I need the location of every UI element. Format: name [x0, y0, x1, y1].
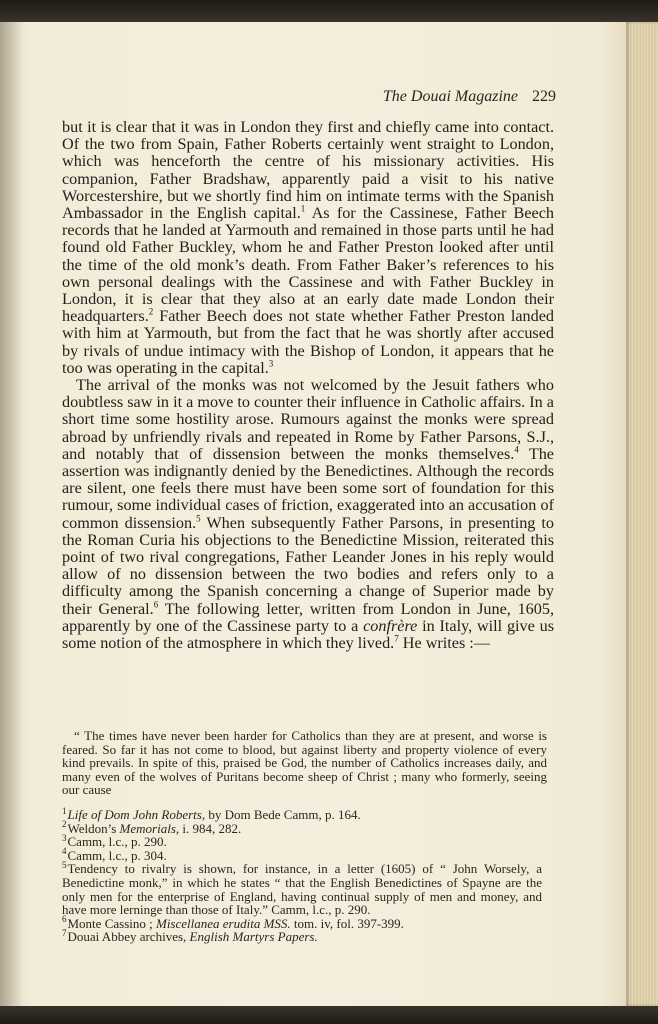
gutter-shadow [0, 22, 24, 1006]
book-page [0, 22, 626, 1006]
page-edges [626, 22, 658, 1006]
paragraph-1 [62, 119, 554, 377]
footnotes [62, 805, 542, 945]
footnote-6: $^6$Monte Cassino ; Miscellanea erudita MSS. tom. iv, fol. 397-399. [62, 914, 404, 931]
footnote-ref-2[interactable]: 2 [148, 306, 154, 317]
scan-background-top [0, 0, 658, 22]
text-run: He writes :— [398, 634, 490, 653]
text-run: The assertion was indignantly denied by the Benedictines. Although the records are silent, one feels there must have been some sort of foundation for this rumour, some individual cases of friction, exaggerated into an accusation of common dissension. [62, 444, 554, 532]
footnote-ref-3[interactable]: 3 [268, 358, 274, 369]
footnote-ref-4[interactable]: 4 [514, 444, 519, 455]
text-run: The arrival of the monks was not welcomed by the Jesuit fathers who doubtless saw in it a move to counter their influence in Catholic affairs. In a short time some hostility arose. Rumours against the monks were spread abroad by unfriendly rivals and repeated in Rome by Father Parsons, S.J., and notably that of dissension between the monks themselves. [62, 376, 554, 463]
footnote-4: $^4$Camm, l.c., p. 304. [62, 846, 167, 863]
magazine-title: The Douai Magazine [382, 88, 518, 105]
text-run: in Italy, will give us some notion of the atmosphere in which they lived. [62, 616, 554, 653]
footnote-ref-5[interactable]: 5 [196, 513, 201, 524]
block-quote [62, 729, 547, 797]
footnote-ref-1[interactable]: 1 [300, 203, 306, 214]
text-run: When subsequently Father Parsons, in presenting to the Roman Curia his objections to the Benedictine Mission, reiterated this point of two rival congregations, Father Leander Jones in his reply would allow of no dissension between the two bodies and refers only to a difficulty among the Spanish concerning a change of Superior made by their General. [62, 513, 555, 618]
paragraph-2 [62, 377, 554, 652]
footnote-ref-6[interactable]: 6 [153, 599, 159, 610]
scan-background-bottom [0, 1006, 658, 1024]
text-run: The following letter, written from London in June, 1605, apparently by one of the Cassinese party to a [62, 599, 555, 635]
footnote-1: $^1$Life of Dom John Roberts, by Dom Bede Camm, p. 164. [62, 805, 361, 822]
body-text [62, 119, 554, 652]
quote-text: “ The times have never been harder for Catholics than they are at present, and worse is feared. So far it has not come to blood, but against liberty and property violence of every kind prevails. In spite of this, praised be God, the number of Catholics increases daily, and many even of the wolves of Puritans become sheep of Christ ; many who formerly, seeing our cause [62, 728, 547, 798]
italic-word: confrère [363, 616, 418, 635]
text-run: but it is clear that it was in London they first and chiefly came into contact. Of the two from Spain, Father Roberts certainly went straight to London, which was henceforth the centre of his missionary activities. His companion, Father Bradshaw, apparently paid a visit to his native Worcestershire, but we shortly find him on intimate terms with the Spanish Ambassador in the English capital. [62, 118, 554, 223]
text-run: As for the Cassinese, Father Beech records that he landed at Yarmouth and remained in those parts until he had found old Father Buckley, whom he and Father Preston looked after until the time of the old monk’s death. From Father Baker’s references to his own personal dealings with the Cassinese and with Father Buckley in London, it is clear that they also at an early date made London their headquarters. [62, 204, 554, 326]
footnote-ref-7[interactable]: 7 [394, 633, 399, 644]
footnote-5: $^5$Tendency to rivalry is shown, for instance, in a letter (1605) of “ John Worsely, a Benedictine monk,” in which he states “ that the English Benedictines of Spayne are the only men for the enterprise of England, having continual supply of men and money, and have more lerninge than those of Italy.” Camm, l.c., p. 290. [62, 860, 542, 918]
running-head [383, 88, 556, 106]
text-run: Father Beech does not state whether Father Preston landed with him at Yarmouth, but from the fact that he was shortly after accused by rivals of undue intimacy with the Bishop of London, it appears that he too was operating in the capital. [62, 307, 554, 377]
footnote-7: $^7$Douai Abbey archives, English Martyrs Papers. [62, 928, 318, 945]
footnote-3: $^3$Camm, l.c., p. 290. [62, 832, 167, 850]
page-number: 229 [532, 88, 556, 105]
footnote-2: $^2$Weldon’s Memorials, i. 984, 282. [62, 819, 242, 836]
